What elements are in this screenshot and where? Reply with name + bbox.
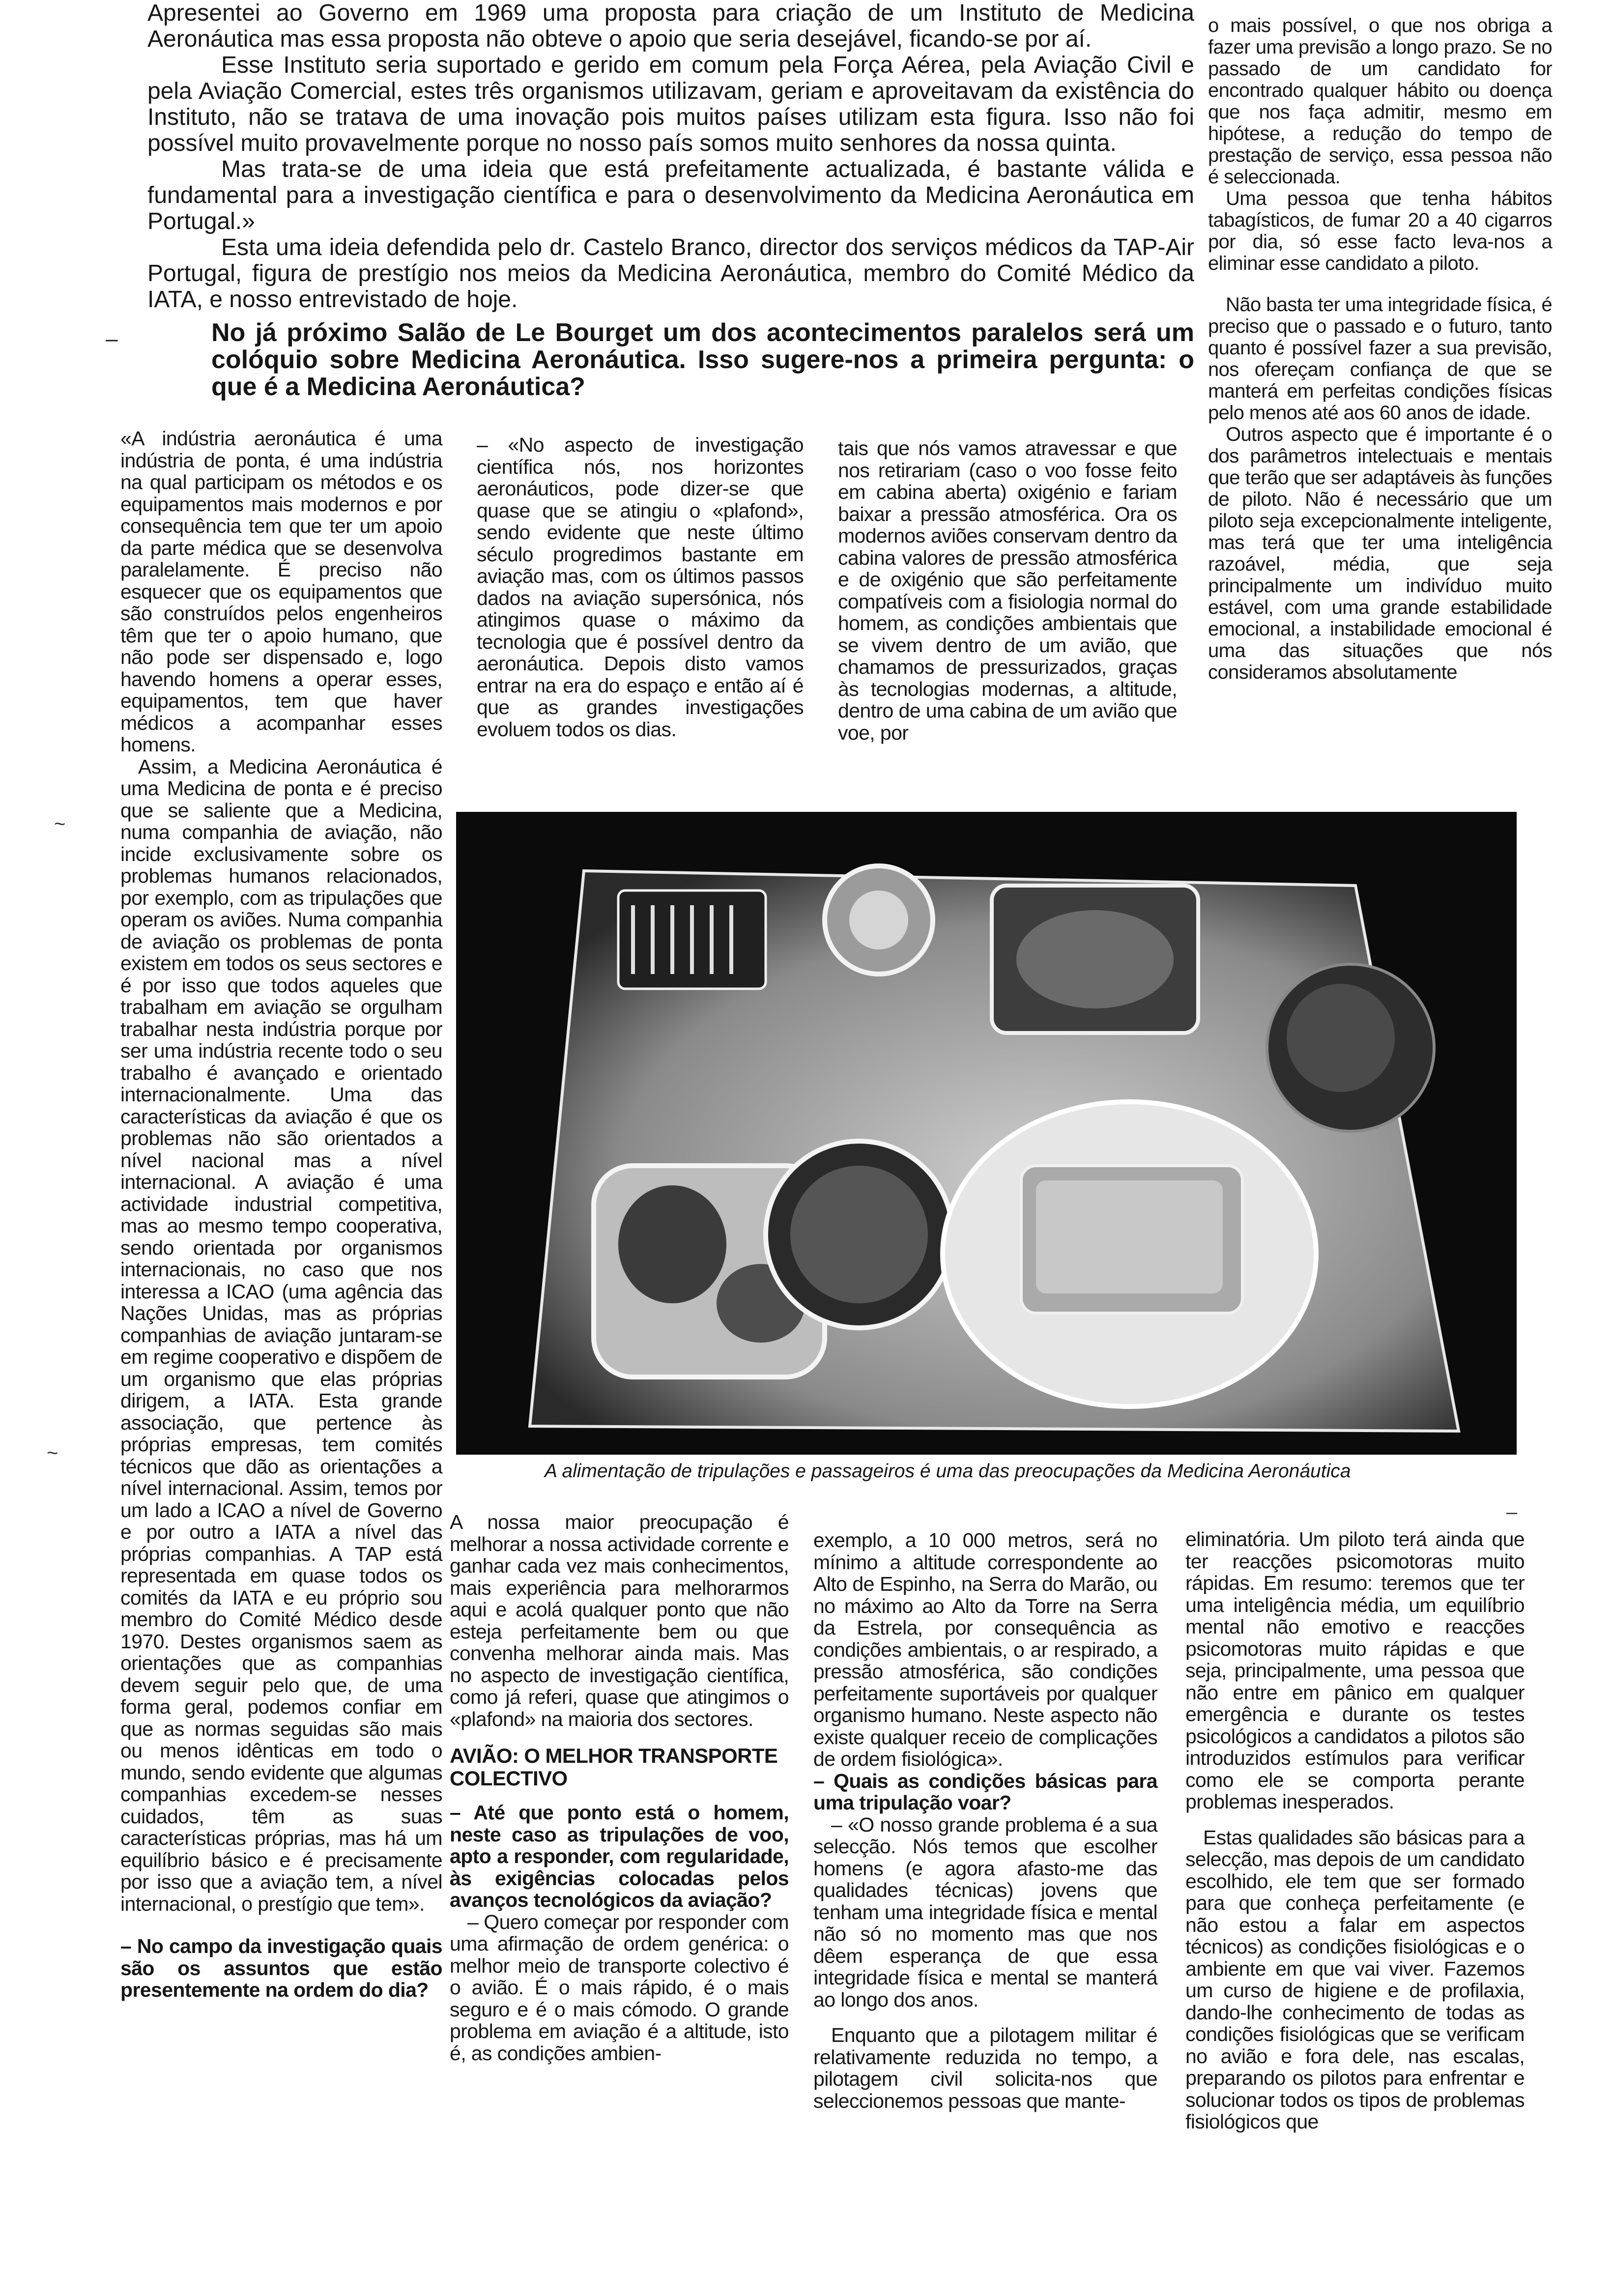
paragraph: «A indústria aeronáutica é uma indústria de ponta, é uma indústria na qual participam os métodos e os equipamentos mais modernos e por consequência tem que ter um apoio da parte médica que se desenvolva paralelamente. É preciso não esquecer que os equipamentos que são construídos pelos engenheiros têm que ter o apoio humano, que não pode ser dispensado e, logo havendo homens a operar esses, equipamentos, tem que haver médicos a acompanhar esses homens. bbox=[120, 427, 442, 756]
column-4-lower bbox=[1185, 1528, 1525, 2133]
column-1 bbox=[120, 428, 442, 2001]
paragraph: – «O nosso grande problema é a sua selecção. Nós temos que escolher homens (e agora afasto-me das qualidades técnicas) jovens que tenham uma integridade física e mental não só no momento mas que nos dêem esperança de que essa integridade física e mental se manterá ao longo dos anos. bbox=[813, 1813, 1157, 2011]
paragraph: Assim, a Medicina Aeronáutica é uma Medicina de ponta e é preciso que se saliente que a Medicina, numa companhia de aviação, não incide exclusivamente sobre os problemas humanos relacionados, por exemplo, com as tripulações que operam os aviões. Numa companhia de aviação os problemas de ponta existem em todos os seus sectores e é por isso que todos aqueles que trabalham em aviação se orgulham trabalhar nesta indústria porque por ser uma indústria recente todo o seu trabalho é avançado e orientado internacionalmente. Uma das características da aviação é que os problemas não são orientados a nível nacional mas a nível internacional. A aviação é uma actividade industrial competitiva, mas ao mesmo tempo cooperativa, sendo orientada por organismos internacionais, no caso que nos interessa a ICAO (uma agência das Nações Unidas, mas as próprias companhias de aviação juntaram-se em regime cooperativo e dispõem de um organismo que elas próprias dirigem, a IATA. Esta grande associação, que pertence às próprias empresas, tem comités técnicos que dão as orientações a nível internacional. Assim, temos por um lado a ICAO a nível de Governo e por outro a IATA a nível das próprias companhias. A TAP está representada em quase todos os comités da IATA e eu próprio sou membro do Comité Médico desde 1970. Destes organismos saem as orientações que as companhias devem seguir pelo que, de uma forma geral, podemos confiar em que as normas seguidas são mais ou menos idênticas em todo o mundo, sendo evidente que algumas companhias excedem-se nesses cuidados, têm as suas características próprias, mas há um equilíbrio básico e é precisamente por isso que a aviação tem, a nível internacional, o prestígio que tem». bbox=[120, 755, 442, 1915]
paragraph: eliminatória. Um piloto terá ainda que ter reacções psicomotoras muito rápidas. Em resumo: teremos que ter uma inteligência média, um equilíbrio mental não emotivo e reacções psicomotoras muito rápidas e que seja, principalmente, uma pessoa que não entre em pânico em qualquer emergência e durante os testes psicológicos a candidatos a pilotos são introduzidos estímulos para verificar como ele se comporta perante problemas inesperados. bbox=[1185, 1528, 1525, 1813]
intro-paragraph: Apresentei ao Governo em 1969 uma proposta para criação de um Instituto de Medicina Aeronáutica mas essa proposta não obteve o apoio que seria desejável, ficando-se por aí. bbox=[147, 0, 1194, 52]
column-2-lower bbox=[450, 1511, 789, 2064]
paragraph: Uma pessoa que tenha hábitos tabagísticos, de fumar 20 a 40 cigarros por dia, só esse facto leva-nos a eliminar esse candidato a piloto. bbox=[1208, 188, 1552, 274]
column-4-upper bbox=[1208, 15, 1552, 683]
margin-mark: ~ bbox=[47, 1442, 58, 1464]
interview-question: – Quais as condições básicas para uma tripulação voar? bbox=[813, 1769, 1157, 1814]
paragraph: o mais possível, o que nos obriga a fazer uma previsão a longo prazo. Se no passado de um candidato for encontrado qualquer hábito ou doença que nos faça admitir, mesmo em hipótese, a redução do tempo de prestação de serviço, essa pessoa não é seleccionada. bbox=[1208, 15, 1552, 188]
interview-question: – No campo da investigação quais são os assuntos que estão presentemente na ordem do dia? bbox=[120, 1935, 442, 2001]
dash-mark: – bbox=[106, 327, 118, 351]
paragraph: – Quero começar por responder com uma afirmação de ordem genérica: o melhor meio de transporte colectivo é o avião. É o mais rápido, é o mais seguro e é o mais cómodo. O grande problema em aviação é a altitude, isto é, as condições ambien- bbox=[450, 1910, 789, 2065]
paragraph: Enquanto que a pilotagem militar é relativamente reduzida no tempo, a pilotagem civil solicita-nos que seleccionemos pessoas que mante- bbox=[813, 2024, 1157, 2112]
paragraph: Não basta ter uma integridade física, é preciso que o passado e o futuro, tanto quanto é possível fazer a sua previsão, nos ofereçam confiança de que se manterá em perfeitas condições físicas pelo menos até aos 60 anos de idade. bbox=[1208, 294, 1552, 424]
paragraph: tais que nós vamos atravessar e que nos retirariam (caso o voo fosse feito em cabina aberta) oxigénio e fariam baixar a pressão atmosférica. Ora os modernos aviões conservam dentro da cabina valores de pressão atmosférica e de oxigénio que são perfeitamente compatíveis com a fisiologia normal do homem, as condições ambientais que se vivem dentro de um avião, que chamamos de pressurizados, graças às tecnologias modernas, a altitude, dentro de uma cabina de um avião que voe, por bbox=[838, 437, 1177, 744]
column-3-upper bbox=[838, 437, 1177, 744]
paragraph: – «No aspecto de investigação científica nós, nos horizontes aeronáuticos, pode dizer-se que quase que se atingiu o «plafond», sendo evidente que neste último século progredimos bastante em aviação mas, com os últimos passos dados na aviação supersónica, nós atingimos quase o máximo da tecnologia que é possível dentro da aeronáutica. Depois disto vamos entrar na era do espaço e então aí é que as grandes investigações evoluem todos os dias. bbox=[477, 433, 804, 741]
intro-paragraph: Mas trata-se de uma ideia que está prefeitamente actualizada, é bastante válida e fundamental para a investigação científica e para o desenvolvimento da Medicina Aeronáutica em Portugal.» bbox=[147, 156, 1194, 234]
interview-question: – Até que ponto está o homem, neste caso as tripulações de voo, apto a responder, com regularidade, às exigências colocadas pelos avanços tecnológicos da aviação? bbox=[450, 1801, 789, 1911]
paragraph: Outros aspecto que é importante é o dos parâmetros intelectuais e mentais que terão que ser adaptáveis às funções de piloto. Não é necessário que um piloto seja excepcionalmente inteligente, mas terá que ter uma inteligência razoável, média, que seja principalmente um indivíduo muito estável, com uma grande estabilidade emocional, a instabilidade emocional é uma das situações que nós consideramos absolutamente bbox=[1208, 424, 1552, 683]
intro-block bbox=[147, 0, 1194, 313]
intro-paragraph: Esse Instituto seria suportado e gerido em comum pela Força Aérea, pela Aviação Civil e pela Aviação Comercial, estes três organismos utilizavam, geriam e aproveitavam da existência do Instituto, não se tratava de uma inovação pois muitos países utilizam esta figura. Isso não foi possível muito provavelmente porque no nosso país somos muito senhores da nossa quinta. bbox=[147, 52, 1194, 156]
section-subheading: AVIÃO: O MELHOR TRANSPORTE COLECTIVO bbox=[450, 1744, 778, 1790]
paragraph: Estas qualidades são básicas para a selecção, mas depois de um candidato escolhido, ele tem que ser formado para que conheça perfeitamente (e não estou a falar em aspectos técnicos) as condições fisiológicas e o ambiente em que vai viver. Fazemos um curso de higiene e de profilaxia, dando-lhe conhecimento de todas as condições fisiológicas que se verificam no avião e fora dele, nas escalas, preparando os pilotos para enfrentar e solucionar todos os tipos de problemas fisiológicos que bbox=[1185, 1826, 1525, 2133]
meal-tray-image bbox=[456, 812, 1517, 1455]
column-3-lower bbox=[813, 1529, 1157, 2112]
column-2-upper bbox=[477, 434, 804, 740]
photo-caption: A alimentação de tripulações e passageiros é uma das preocupações da Medicina Aeronáutica bbox=[545, 1461, 1351, 1482]
paragraph: A nossa maior preocupação é melhorar a nossa actividade corrente e ganhar cada vez mais conhecimentos, mais experiência para melhorarmos aqui e acolá qualquer ponto que não esteja perfeitamente bem ou que convenha melhorar ainda mais. Mas no aspecto de investigação científica, como já referi, quase que atingimos o «plafond» na maioria dos sectores. bbox=[450, 1511, 789, 1730]
lead-question: No já próximo Salão de Le Bourget um dos acontecimentos paralelos será um colóquio sobre Medicina Aeronáutica. Isso sugere-nos a primeira pergunta: o que é a Medicina Aeronáutica? bbox=[211, 318, 1194, 401]
margin-mark: – bbox=[1506, 1501, 1518, 1523]
intro-paragraph: Esta uma ideia defendida pelo dr. Castelo Branco, director dos serviços médicos da TAP-Air Portugal, figura de prestígio nos meios da Medicina Aeronáutica, membro do Comité Médico da IATA, e nosso entrevistado de hoje. bbox=[147, 234, 1194, 313]
meal-tray-photo bbox=[456, 812, 1517, 1455]
paragraph: exemplo, a 10 000 metros, será no mínimo a altitude correspondente ao Alto de Espinho, na Serra do Marão, ou no máximo ao Alto da Torre na Serra da Estrela, por consequência as condições ambientais, o ar respirado, a pressão atmosférica, são condições perfeitamente suportáveis por qualquer organismo humano. Neste aspecto não existe qualquer receio de complicações de ordem fisiológica». bbox=[813, 1529, 1157, 1770]
margin-mark: ~ bbox=[54, 813, 66, 835]
